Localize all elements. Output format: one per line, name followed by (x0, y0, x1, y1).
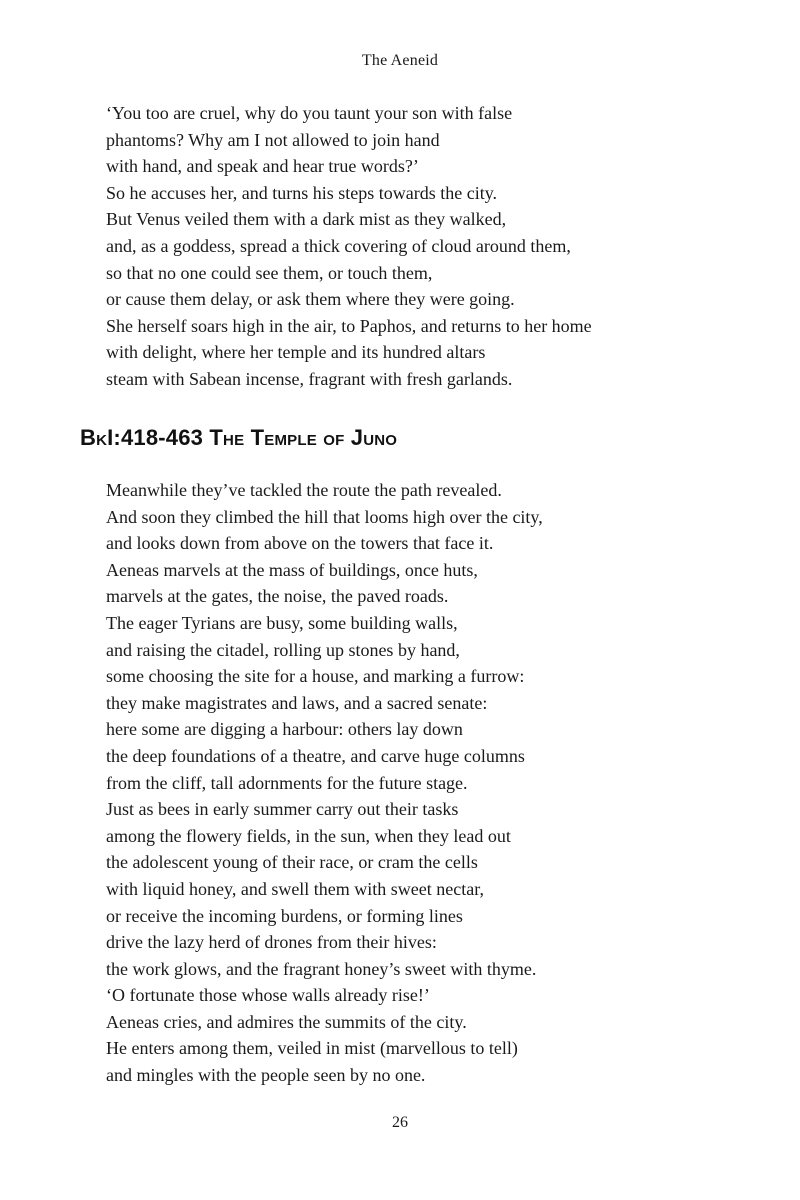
verse-line: Aeneas cries, and admires the summits of the city. (106, 1011, 467, 1032)
verse-line: phantoms? Why am I not allowed to join hand (106, 129, 440, 150)
verse-line: with liquid honey, and swell them with sweet nectar, (106, 878, 485, 899)
page-number: 26 (392, 1114, 408, 1131)
verse-line: marvels at the gates, the noise, the paved roads. (106, 586, 449, 607)
verse-line: She herself soars high in the air, to Paphos, and returns to her home (106, 315, 592, 336)
verse-line: with hand, and speak and hear true words?’ (106, 156, 419, 177)
verse-line: among the flowery fields, in the sun, when they lead out (106, 825, 511, 846)
verse-line: ‘You too are cruel, why do you taunt your son with false (106, 103, 513, 123)
verse-line: with delight, where her temple and its hundred altars (106, 342, 486, 363)
verse-line: and, as a goddess, spread a thick covering of cloud around them, (106, 235, 571, 256)
verse-passage-1 (106, 100, 766, 393)
verse-line: Meanwhile they’ve tackled the route the path revealed. (106, 480, 502, 500)
verse-line: or cause them delay, or ask them where they were going. (106, 289, 515, 310)
verse-line: steam with Sabean incense, fragrant with fresh garlands. (106, 368, 513, 389)
verse-line: drive the lazy herd of drones from their hives: (106, 932, 437, 953)
section-heading: BkI:418-463 The Temple of Juno (80, 425, 398, 450)
verse-line: And soon they climbed the hill that looms high over the city, (106, 506, 543, 527)
running-header: The Aeneid (361, 52, 439, 69)
verse-line: here some are digging a harbour: others lay down (106, 719, 463, 740)
verse-line: the deep foundations of a theatre, and carve huge columns (106, 745, 525, 766)
verse-line: so that no one could see them, or touch them, (106, 262, 433, 283)
verse-line: Aeneas marvels at the mass of buildings, once huts, (106, 559, 478, 580)
verse-line: or receive the incoming burdens, or forming lines (106, 905, 463, 926)
verse-line: But Venus veiled them with a dark mist as they walked, (106, 209, 507, 230)
verse-passage-2 (106, 477, 766, 1089)
verse-line: and looks down from above on the towers that face it. (106, 533, 494, 554)
verse-line: the adolescent young of their race, or cram the cells (106, 852, 478, 873)
verse-line: So he accuses her, and turns his steps towards the city. (106, 182, 498, 203)
verse-line: from the cliff, tall adornments for the future stage. (106, 772, 468, 793)
verse-line: ‘O fortunate those whose walls already rise!’ (106, 985, 430, 1006)
verse-line: Just as bees in early summer carry out their tasks (106, 799, 459, 820)
verse-line: they make magistrates and laws, and a sacred senate: (106, 692, 488, 713)
verse-line: He enters among them, veiled in mist (marvellous to tell) (106, 1038, 518, 1059)
verse-line: The eager Tyrians are busy, some building walls, (106, 612, 458, 633)
verse-line: and raising the citadel, rolling up stones by hand, (106, 639, 460, 660)
verse-line: and mingles with the people seen by no one. (106, 1065, 426, 1086)
verse-line: some choosing the site for a house, and marking a furrow: (106, 666, 525, 687)
verse-line: the work glows, and the fragrant honey’s sweet with thyme. (106, 958, 537, 979)
